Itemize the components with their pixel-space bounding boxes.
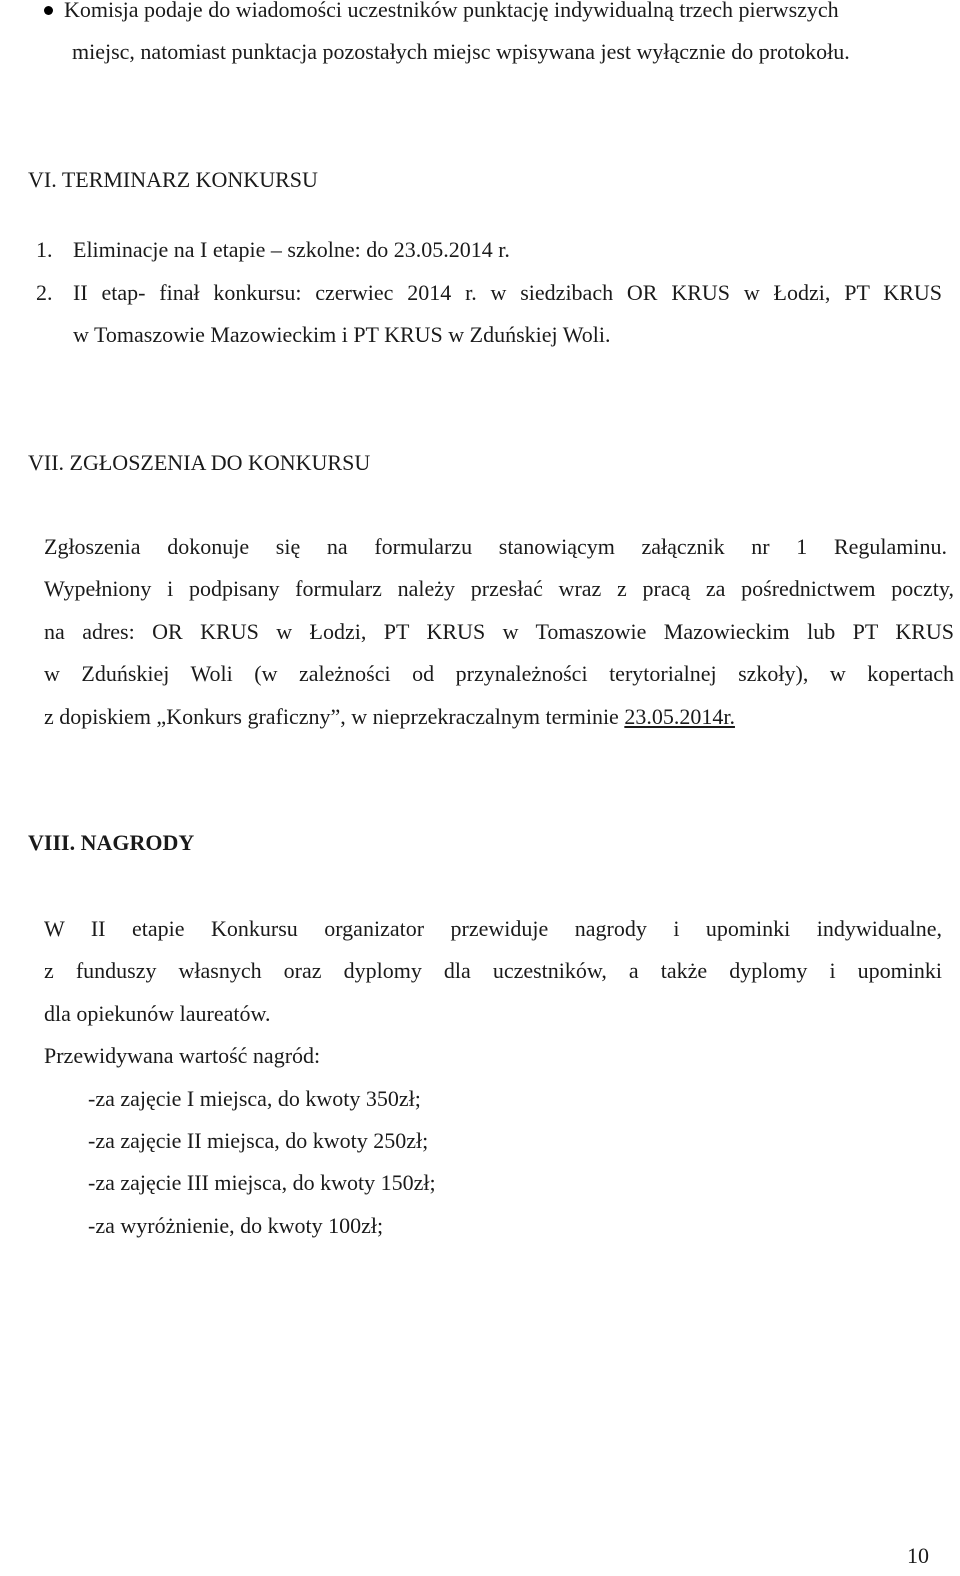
bullet-item — [0, 0, 960, 23]
prize-item: -za zajęcie III miejsca, do kwoty 150zł; — [88, 1170, 436, 1195]
prize-item: -za wyróżnienie, do kwoty 100zł; — [88, 1213, 384, 1238]
bullet-text-line1: Komisja podaje do wiadomości uczestników punktację indywidualną trzech pierwszych — [64, 0, 839, 22]
paragraph-line: dla opiekunów laureatów. — [44, 1001, 271, 1026]
paragraph-line: W II etapie Konkursu organizator przewiduje nagrody i upominki indywidualne, — [44, 916, 942, 941]
prize-value-label: Przewidywana wartość nagród: — [44, 1043, 321, 1068]
paragraph-line — [44, 704, 735, 730]
prize-item: -za zajęcie I miejsca, do kwoty 350zł; — [88, 1086, 421, 1111]
deadline-date: 23.05.2014r. — [624, 704, 735, 729]
list-item-1: Eliminacje na I etapie – szkolne: do 23.05.2014 r. — [73, 237, 510, 262]
list-item-number-2: 2. — [36, 280, 53, 305]
paragraph-line: na adres: OR KRUS w Łodzi, PT KRUS w Tomaszowie Mazowieckim lub PT KRUS — [44, 619, 954, 644]
list-item-2-line1: II etap- finał konkursu: czerwiec 2014 r. w siedzibach OR KRUS w Łodzi, PT KRUS — [73, 280, 942, 305]
paragraph-line: z funduszy własnych oraz dyplomy dla uczestników, a także dyplomy i upominki — [44, 958, 942, 983]
bullet-icon — [44, 6, 53, 15]
bullet-text-line2: miejsc, natomiast punktacja pozostałych miejsc wpisywana jest wyłącznie do protokołu. — [72, 39, 850, 64]
prize-item: -za zajęcie II miejsca, do kwoty 250zł; — [88, 1128, 429, 1153]
paragraph-line: Wypełniony i podpisany formularz należy przesłać wraz z pracą za pośrednictwem poczty, — [44, 576, 954, 601]
section-heading-nagrody: VIII. NAGRODY — [28, 830, 195, 855]
section-heading-zgloszenia: VII. ZGŁOSZENIA DO KONKURSU — [28, 450, 371, 475]
paragraph-text: z dopiskiem „Konkurs graficzny”, w nieprzekraczalnym terminie — [44, 704, 625, 729]
paragraph-line: Zgłoszenia dokonuje się na formularzu stanowiącym załącznik nr 1 Regulaminu. — [44, 534, 947, 559]
list-item-number-1: 1. — [36, 237, 53, 262]
paragraph-line: w Zduńskiej Woli (w zależności od przynależności terytorialnej szkoły), w kopertach — [44, 661, 954, 686]
page-number: 10 — [907, 1543, 929, 1568]
list-item-2-line2: w Tomaszowie Mazowieckim i PT KRUS w Zduńskiej Woli. — [73, 322, 611, 347]
section-heading-terminarz: VI. TERMINARZ KONKURSU — [28, 167, 318, 192]
